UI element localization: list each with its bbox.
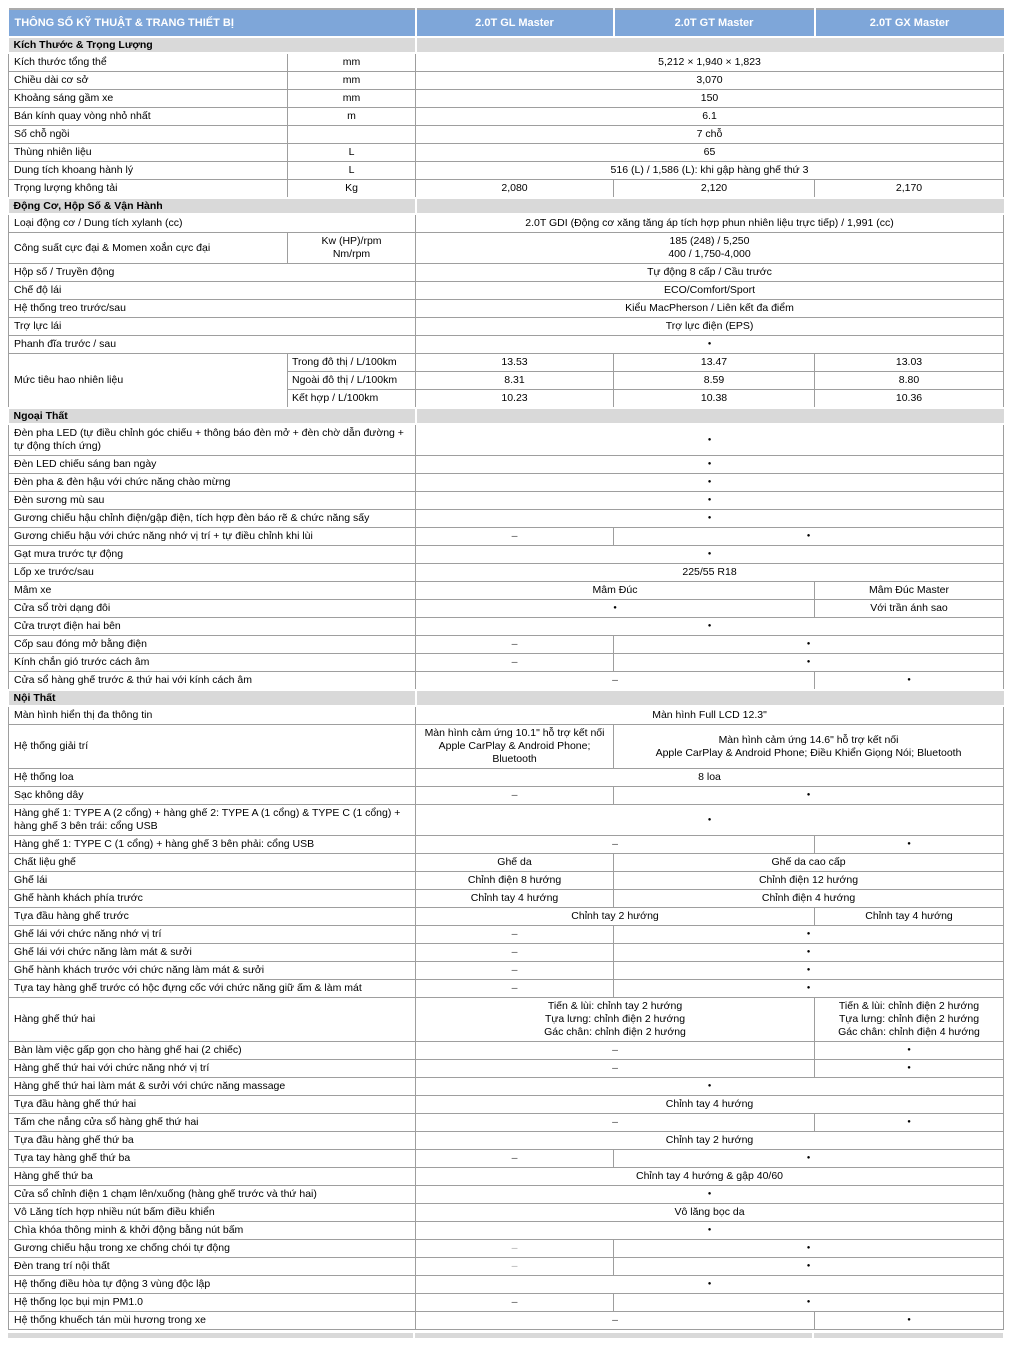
spec-label: Màn hình hiển thị đa thông tin [9, 706, 416, 725]
table-row [9, 233, 1004, 264]
table-row [9, 126, 1004, 144]
feature-included-dot: ● [815, 1312, 1004, 1330]
spec-label: Tựa đầu hàng ghế thứ hai [9, 1096, 416, 1114]
spec-value: Mâm Đúc Master [815, 582, 1004, 600]
feature-included-dot: ● [614, 980, 1004, 998]
table-row [9, 725, 1004, 769]
spec-label: Gạt mưa trước tự động [9, 546, 416, 564]
feature-included-dot: ● [815, 836, 1004, 854]
feature-unavailable-dash: – [416, 1258, 614, 1276]
table-row [9, 1114, 1004, 1132]
feature-included-dot: ● [614, 1150, 1004, 1168]
section-row [9, 690, 1004, 706]
spec-sub-label: Ngoài đô thị / L/100km [288, 372, 416, 390]
spec-label: Cốp sau đóng mở bằng điện [9, 636, 416, 654]
spec-label: Bán kính quay vòng nhỏ nhất [9, 108, 288, 126]
feature-included-dot: ● [614, 962, 1004, 980]
spec-value: Chỉnh tay 2 hướng [416, 908, 815, 926]
section-filler [416, 408, 1004, 424]
spec-value: Màn hình Full LCD 12.3" [416, 706, 1004, 725]
feature-included-dot: ● [416, 1186, 1004, 1204]
spec-value: Màn hình cảm ứng 14.6" hỗ trợ kết nối Apple CarPlay & Android Phone; Điều Khiển Giọng Nói; Bluetooth [614, 725, 1004, 769]
spec-unit: L [288, 144, 416, 162]
table-row [9, 1150, 1004, 1168]
spec-label: Kính chắn gió trước cách âm [9, 654, 416, 672]
table-row [9, 582, 1004, 600]
spec-label: Tựa tay hàng ghế thứ ba [9, 1150, 416, 1168]
spec-label: Cửa sổ trời dạng đôi [9, 600, 416, 618]
spec-value: 2,120 [614, 180, 815, 199]
spec-unit: Kg [288, 180, 416, 199]
spec-value: 10.23 [416, 390, 614, 409]
spec-value: 225/55 R18 [416, 564, 1004, 582]
spec-label: Tựa đầu hàng ghế trước [9, 908, 416, 926]
spec-label: Ghế lái với chức năng làm mát & sưởi [9, 944, 416, 962]
spec-value: ECO/Comfort/Sport [416, 282, 1004, 300]
spec-label: Tựa tay hàng ghế trước có hộc đựng cốc với chức năng giữ ấm & làm mát [9, 980, 416, 998]
feature-unavailable-dash: – [416, 926, 614, 944]
table-row [9, 214, 1004, 233]
feature-included-dot: ● [416, 546, 1004, 564]
section-title: Động Cơ, Hộp Số & Vận Hành [9, 198, 416, 214]
table-row [9, 1096, 1004, 1114]
spec-label: Đèn sương mù sau [9, 492, 416, 510]
feature-unavailable-dash: – [416, 636, 614, 654]
feature-unavailable-dash: – [416, 1312, 815, 1330]
spec-value: Màn hình cảm ứng 10.1" hỗ trợ kết nối Apple CarPlay & Android Phone; Bluetooth [416, 725, 614, 769]
spec-unit: L [288, 162, 416, 180]
table-row [9, 474, 1004, 492]
section-filler [416, 37, 1004, 53]
table-row [9, 162, 1004, 180]
spec-value: 2,170 [815, 180, 1004, 199]
spec-value: Chỉnh tay 4 hướng [815, 908, 1004, 926]
spec-value: 8.31 [416, 372, 614, 390]
spec-value: Tiến & lùi: chỉnh điện 2 hướng Tựa lưng: chỉnh điện 2 hướng Gác chân: chỉnh điện 4 hướng [815, 998, 1004, 1042]
spec-value: 185 (248) / 5,250 400 / 1,750-4,000 [416, 233, 1004, 264]
spec-value: 2,080 [416, 180, 614, 199]
table-row [9, 1276, 1004, 1294]
spec-value: 7 chỗ [416, 126, 1004, 144]
feature-included-dot: ● [416, 424, 1004, 456]
table-row [9, 1240, 1004, 1258]
section-title: Kích Thước & Trọng Lượng [9, 37, 416, 53]
table-row [9, 618, 1004, 636]
feature-unavailable-dash: – [416, 980, 614, 998]
feature-included-dot: ● [416, 1222, 1004, 1240]
spec-label: Trợ lực lái [9, 318, 416, 336]
spec-value: Mâm Đúc [416, 582, 815, 600]
table-row [9, 300, 1004, 318]
spec-value: 13.53 [416, 354, 614, 372]
table-row [9, 424, 1004, 456]
feature-unavailable-dash: – [416, 1042, 815, 1060]
table-row [9, 890, 1004, 908]
spec-label: Kích thước tổng thể [9, 53, 288, 72]
table-row [9, 1258, 1004, 1276]
spec-label: Ghế hành khách phía trước [9, 890, 416, 908]
spec-value: Ghế da cao cấp [614, 854, 1004, 872]
feature-included-dot: ● [416, 336, 1004, 354]
spec-label: Thùng nhiên liệu [9, 144, 288, 162]
table-title: THÔNG SỐ KỸ THUẬT & TRANG THIẾT BỊ [9, 9, 416, 37]
spec-value: Chỉnh tay 4 hướng [416, 890, 614, 908]
section-row [9, 37, 1004, 53]
spec-value: 13.47 [614, 354, 815, 372]
table-row [9, 354, 1004, 372]
table-row [9, 854, 1004, 872]
table-row [9, 1168, 1004, 1186]
section-row [9, 408, 1004, 424]
feature-unavailable-dash: – [416, 962, 614, 980]
spec-label: Hàng ghế thứ hai với chức năng nhớ vị trí [9, 1060, 416, 1078]
table-row [9, 1078, 1004, 1096]
feature-included-dot: ● [815, 1060, 1004, 1078]
spec-label: Mức tiêu hao nhiên liệu [9, 354, 288, 409]
spec-label: Ghế hành khách trước với chức năng làm mát & sưởi [9, 962, 416, 980]
spec-label: Hàng ghế 1: TYPE A (2 cổng) + hàng ghế 2: TYPE A (1 cổng) & TYPE C (1 cổng) + hàng ghế 3 bên trái: cổng USB [9, 805, 416, 836]
feature-unavailable-dash: – [416, 836, 815, 854]
table-row [9, 90, 1004, 108]
feature-included-dot: ● [614, 1294, 1004, 1312]
spec-label: Cửa trượt điện hai bên [9, 618, 416, 636]
column-header-gx-master: 2.0T GX Master [815, 9, 1004, 37]
spec-unit: m [288, 108, 416, 126]
table-row [9, 1204, 1004, 1222]
spec-label: Tấm che nắng cửa sổ hàng ghế thứ hai [9, 1114, 416, 1132]
spec-value: Tự động 8 cấp / Cầu trước [416, 264, 1004, 282]
feature-included-dot: ● [416, 510, 1004, 528]
spec-table [8, 8, 1004, 1330]
feature-included-dot: ● [614, 787, 1004, 805]
spec-value: 10.38 [614, 390, 815, 409]
feature-included-dot: ● [815, 672, 1004, 691]
table-row [9, 1294, 1004, 1312]
spec-label: Chất liệu ghế [9, 854, 416, 872]
spec-value: 13.03 [815, 354, 1004, 372]
feature-included-dot: ● [416, 456, 1004, 474]
feature-included-dot: ● [614, 1240, 1004, 1258]
feature-included-dot: ● [614, 926, 1004, 944]
feature-unavailable-dash: – [416, 1294, 614, 1312]
spec-label: Hàng ghế thứ hai [9, 998, 416, 1042]
spec-unit: mm [288, 72, 416, 90]
spec-label: Hệ thống giải trí [9, 725, 416, 769]
spec-label: Ghế lái [9, 872, 416, 890]
spec-label: Gương chiếu hậu với chức năng nhớ vị trí + tự điều chỉnh khi lùi [9, 528, 416, 546]
spec-unit: mm [288, 53, 416, 72]
table-row [9, 998, 1004, 1042]
feature-included-dot: ● [416, 1276, 1004, 1294]
spec-label: Khoảng sáng gầm xe [9, 90, 288, 108]
feature-included-dot: ● [416, 1078, 1004, 1096]
table-row [9, 672, 1004, 691]
spec-value: Kiểu MacPherson / Liên kết đa điểm [416, 300, 1004, 318]
table-row [9, 944, 1004, 962]
spec-label: Hàng ghế thứ hai làm mát & sưởi với chức năng massage [9, 1078, 416, 1096]
table-row [9, 510, 1004, 528]
spec-value: Chỉnh tay 4 hướng & gập 40/60 [416, 1168, 1004, 1186]
spec-label: Chìa khóa thông minh & khởi động bằng nút bấm [9, 1222, 416, 1240]
table-row [9, 962, 1004, 980]
table-row [9, 282, 1004, 300]
header-row [9, 9, 1004, 37]
spec-label: Gương chiếu hậu chỉnh điện/gập điện, tích hợp đèn báo rẽ & chức năng sấy [9, 510, 416, 528]
feature-included-dot: ● [416, 600, 815, 618]
spec-unit [288, 126, 416, 144]
table-row [9, 264, 1004, 282]
spec-value: Tiến & lùi: chỉnh tay 2 hướng Tựa lưng: chỉnh điện 2 hướng Gác chân: chỉnh điện 2 hướng [416, 998, 815, 1042]
table-row [9, 180, 1004, 199]
spec-label: Hệ thống lọc bụi mịn PM1.0 [9, 1294, 416, 1312]
feature-included-dot: ● [815, 1114, 1004, 1132]
spec-label: Vô Lăng tích hợp nhiều nút bấm điều khiển [9, 1204, 416, 1222]
table-row [9, 836, 1004, 854]
spec-label: Sạc không dây [9, 787, 416, 805]
spec-label: Bàn làm việc gấp gọn cho hàng ghế hai (2 chiếc) [9, 1042, 416, 1060]
spec-label: Số chỗ ngồi [9, 126, 288, 144]
table-row [9, 72, 1004, 90]
table-row [9, 600, 1004, 618]
table-row [9, 1042, 1004, 1060]
column-header-gl-master: 2.0T GL Master [416, 9, 614, 37]
spec-unit: Kw (HP)/rpm Nm/rpm [288, 233, 416, 264]
spec-label: Dung tích khoang hành lý [9, 162, 288, 180]
spec-label: Chiều dài cơ sở [9, 72, 288, 90]
feature-included-dot: ● [416, 618, 1004, 636]
table-header [9, 9, 1004, 37]
table-row [9, 926, 1004, 944]
spec-value: Chỉnh tay 2 hướng [416, 1132, 1004, 1150]
table-row [9, 980, 1004, 998]
partial-bar-segment [8, 1333, 413, 1338]
spec-sub-label: Trong đô thị / L/100km [288, 354, 416, 372]
table-row [9, 1132, 1004, 1150]
feature-unavailable-dash: – [416, 654, 614, 672]
section-title: Ngoại Thất [9, 408, 416, 424]
table-row [9, 769, 1004, 787]
spec-value: 150 [416, 90, 1004, 108]
spec-label: Tựa đầu hàng ghế thứ ba [9, 1132, 416, 1150]
spec-label: Gương chiếu hậu trong xe chống chói tự động [9, 1240, 416, 1258]
spec-value: 8 loa [416, 769, 1004, 787]
spec-value: 8.59 [614, 372, 815, 390]
feature-included-dot: ● [614, 654, 1004, 672]
spec-value: 8.80 [815, 372, 1004, 390]
spec-label: Chế độ lái [9, 282, 416, 300]
spec-table-body [9, 37, 1004, 1330]
section-filler [416, 198, 1004, 214]
spec-value: Chỉnh điện 4 hướng [614, 890, 1004, 908]
table-row [9, 872, 1004, 890]
spec-value: 65 [416, 144, 1004, 162]
feature-unavailable-dash: – [416, 944, 614, 962]
spec-value: Với trần ánh sao [815, 600, 1004, 618]
spec-label: Đèn trang trí nội thất [9, 1258, 416, 1276]
spec-label: Cửa sổ hàng ghế trước & thứ hai với kính cách âm [9, 672, 416, 691]
spec-label: Ghế lái với chức năng nhớ vị trí [9, 926, 416, 944]
spec-sub-label: Kết hợp / L/100km [288, 390, 416, 409]
table-row [9, 318, 1004, 336]
section-filler [416, 690, 1004, 706]
table-row [9, 564, 1004, 582]
spec-label: Đèn LED chiếu sáng ban ngày [9, 456, 416, 474]
spec-label: Hàng ghế thứ ba [9, 1168, 416, 1186]
spec-value: Chỉnh điện 8 hướng [416, 872, 614, 890]
table-row [9, 528, 1004, 546]
table-row [9, 108, 1004, 126]
spec-label: Hệ thống khuếch tán mùi hương trong xe [9, 1312, 416, 1330]
table-row [9, 1060, 1004, 1078]
partial-bar-segment [415, 1333, 812, 1338]
spec-label: Hệ thống treo trước/sau [9, 300, 416, 318]
table-row [9, 654, 1004, 672]
spec-value: 6.1 [416, 108, 1004, 126]
feature-included-dot: ● [614, 1258, 1004, 1276]
table-row [9, 1222, 1004, 1240]
spec-value: Chỉnh tay 4 hướng [416, 1096, 1004, 1114]
feature-included-dot: ● [614, 636, 1004, 654]
partial-bar-segment [814, 1333, 1003, 1338]
spec-label: Phanh đĩa trước / sau [9, 336, 416, 354]
feature-unavailable-dash: – [416, 672, 815, 691]
spec-unit: mm [288, 90, 416, 108]
spec-label: Mâm xe [9, 582, 416, 600]
spec-label: Đèn pha LED (tự điều chỉnh góc chiếu + thông báo đèn mở + đèn chờ dẫn đường + tự động thích ứng) [9, 424, 416, 456]
table-row [9, 1186, 1004, 1204]
table-row [9, 706, 1004, 725]
table-row [9, 908, 1004, 926]
spec-label: Cửa sổ chỉnh điện 1 chạm lên/xuống (hàng ghế trước và thứ hai) [9, 1186, 416, 1204]
table-row [9, 636, 1004, 654]
spec-value: 3,070 [416, 72, 1004, 90]
spec-value: 2.0T GDI (Động cơ xăng tăng áp tích hợp phun nhiên liệu trực tiếp) / 1,991 (cc) [416, 214, 1004, 233]
spec-label: Hộp số / Truyền động [9, 264, 416, 282]
table-row [9, 492, 1004, 510]
spec-value: 516 (L) / 1,586 (L): khi gập hàng ghế thứ 3 [416, 162, 1004, 180]
feature-unavailable-dash: – [416, 528, 614, 546]
spec-label: Loại động cơ / Dung tích xylanh (cc) [9, 214, 416, 233]
spec-label: Trọng lượng không tải [9, 180, 288, 199]
feature-unavailable-dash: – [416, 787, 614, 805]
feature-unavailable-dash: – [416, 1150, 614, 1168]
feature-unavailable-dash: – [416, 1114, 815, 1132]
feature-unavailable-dash: – [416, 1060, 815, 1078]
feature-unavailable-dash: – [416, 1240, 614, 1258]
feature-included-dot: ● [815, 1042, 1004, 1060]
spec-value: Trợ lực điện (EPS) [416, 318, 1004, 336]
feature-included-dot: ● [416, 474, 1004, 492]
spec-label: Hàng ghế 1: TYPE C (1 cổng) + hàng ghế 3 bên phải: cổng USB [9, 836, 416, 854]
spec-value: 5,212 × 1,940 × 1,823 [416, 53, 1004, 72]
feature-included-dot: ● [614, 528, 1004, 546]
feature-included-dot: ● [614, 944, 1004, 962]
table-row [9, 336, 1004, 354]
spec-label: Đèn pha & đèn hậu với chức năng chào mừng [9, 474, 416, 492]
spec-label: Lốp xe trước/sau [9, 564, 416, 582]
section-row [9, 198, 1004, 214]
spec-label: Hệ thống điều hòa tự động 3 vùng độc lập [9, 1276, 416, 1294]
table-row [9, 805, 1004, 836]
feature-included-dot: ● [416, 805, 1004, 836]
table-row [9, 144, 1004, 162]
spec-label: Hệ thống loa [9, 769, 416, 787]
next-section-partial-bar [8, 1333, 1003, 1338]
spec-value: 10.36 [815, 390, 1004, 409]
section-title: Nội Thất [9, 690, 416, 706]
column-header-gt-master: 2.0T GT Master [614, 9, 815, 37]
table-row [9, 1312, 1004, 1330]
table-row [9, 53, 1004, 72]
spec-label: Công suất cực đại & Momen xoắn cực đại [9, 233, 288, 264]
spec-value: Vô lăng bọc da [416, 1204, 1004, 1222]
table-row [9, 546, 1004, 564]
feature-included-dot: ● [416, 492, 1004, 510]
table-row [9, 456, 1004, 474]
spec-value: Chỉnh điện 12 hướng [614, 872, 1004, 890]
spec-value: Ghế da [416, 854, 614, 872]
table-row [9, 787, 1004, 805]
